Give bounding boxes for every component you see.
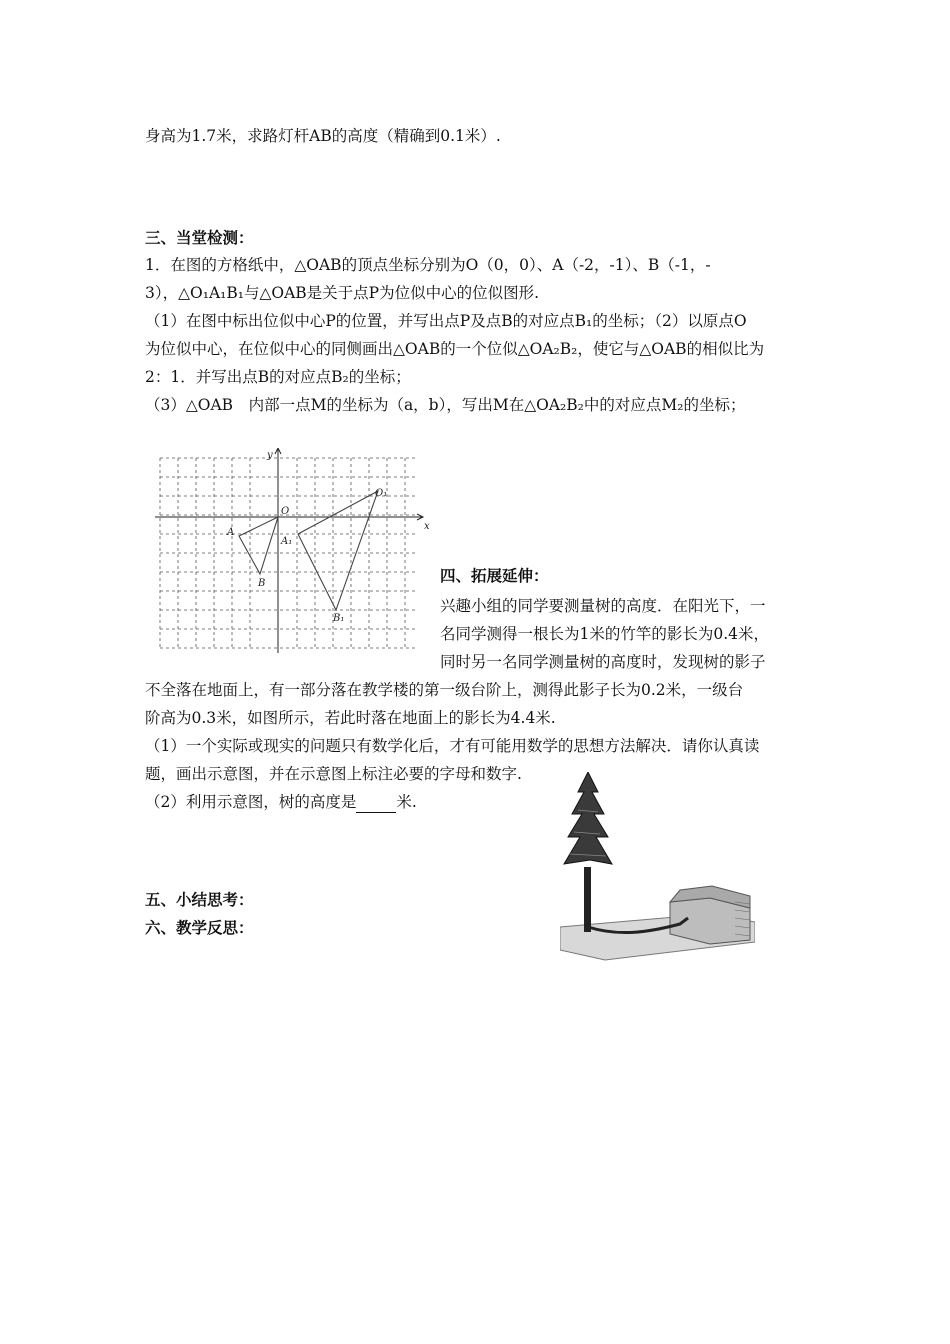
tree-trunk	[584, 867, 591, 932]
q2-suffix: 米.	[396, 793, 417, 811]
tree-steps-illustration	[560, 772, 755, 964]
section4-side-line: 同时另一名同学测量树的高度时，发现树的影子	[440, 653, 766, 671]
point-a1-label: A₁	[281, 536, 293, 547]
grid-lines	[160, 458, 417, 648]
problem1-line: （1）在图中标出位似中心P的位置，并写出点P及点B的对应点B₁的坐标；（2）以原点O	[145, 312, 747, 330]
y-axis-label: y	[267, 450, 273, 461]
point-a-label: A	[227, 527, 235, 538]
problem1-line: 为位似中心，在位似中心的同侧画出△OAB的一个位似△OA₂B₂，使它与△OAB的相似比为	[145, 340, 765, 358]
point-o-label: O	[281, 506, 290, 517]
section4-line: 阶高为0.3米，如图所示，若此时落在地面上的影长为4.4米.	[145, 709, 556, 727]
point-b-label: B	[258, 578, 266, 589]
section4-side-line: 兴趣小组的同学要测量树的高度．在阳光下，一	[440, 597, 766, 615]
intro-line: 身高为1.7米，求路灯杆AB的高度（精确到0.1米）.	[145, 127, 501, 145]
point-b1-label: B₁	[333, 613, 345, 624]
section3-heading: 三、当堂检测：	[145, 229, 254, 247]
section4-line: （1）一个实际或现实的问题只有数学化后，才有可能用数学的思想方法解决．请你认真读	[145, 737, 760, 755]
section4-line: 题，画出示意图，并在示意图上标注必要的字母和数字.	[145, 765, 522, 783]
triangle-oab	[239, 517, 278, 574]
problem1-line: 3），△O₁A₁B₁与△OAB是关于点P为位似中心的位似图形.	[145, 284, 540, 302]
problem1-line: 2：1．并写出点B的对应点B₂的坐标；	[145, 368, 411, 386]
section5-heading: 五、小结思考：	[145, 891, 254, 909]
section4-heading: 四、拓展延伸：	[440, 567, 549, 585]
coordinate-grid-figure	[155, 448, 430, 658]
triangle-o1a1b1	[298, 491, 378, 610]
section4-q2-line	[145, 792, 417, 813]
q2-prefix: （2）利用示意图，树的高度是	[145, 793, 357, 811]
problem1-line: 1．在图的方格纸中，△OAB的顶点坐标分别为O（0，0）、A（-2，-1）、B（-1，-	[145, 256, 711, 274]
section4-line: 不全落在地面上，有一部分落在教学楼的第一级台阶上，测得此影子长为0.2米，一级台	[145, 681, 744, 699]
problem1-line: （3）△OAB 内部一点M的坐标为（a，b），写出M在△OA₂B₂中的对应点M₂的坐标；	[145, 396, 746, 414]
point-o1-label: O₁	[375, 488, 388, 499]
x-axis-label: x	[424, 521, 430, 532]
tree-canopy	[564, 772, 612, 864]
section6-heading: 六、教学反思：	[145, 919, 254, 937]
section4-side-line: 名同学测得一根长为1米的竹竿的影长为0.4米，	[440, 625, 770, 643]
answer-blank	[356, 792, 396, 813]
